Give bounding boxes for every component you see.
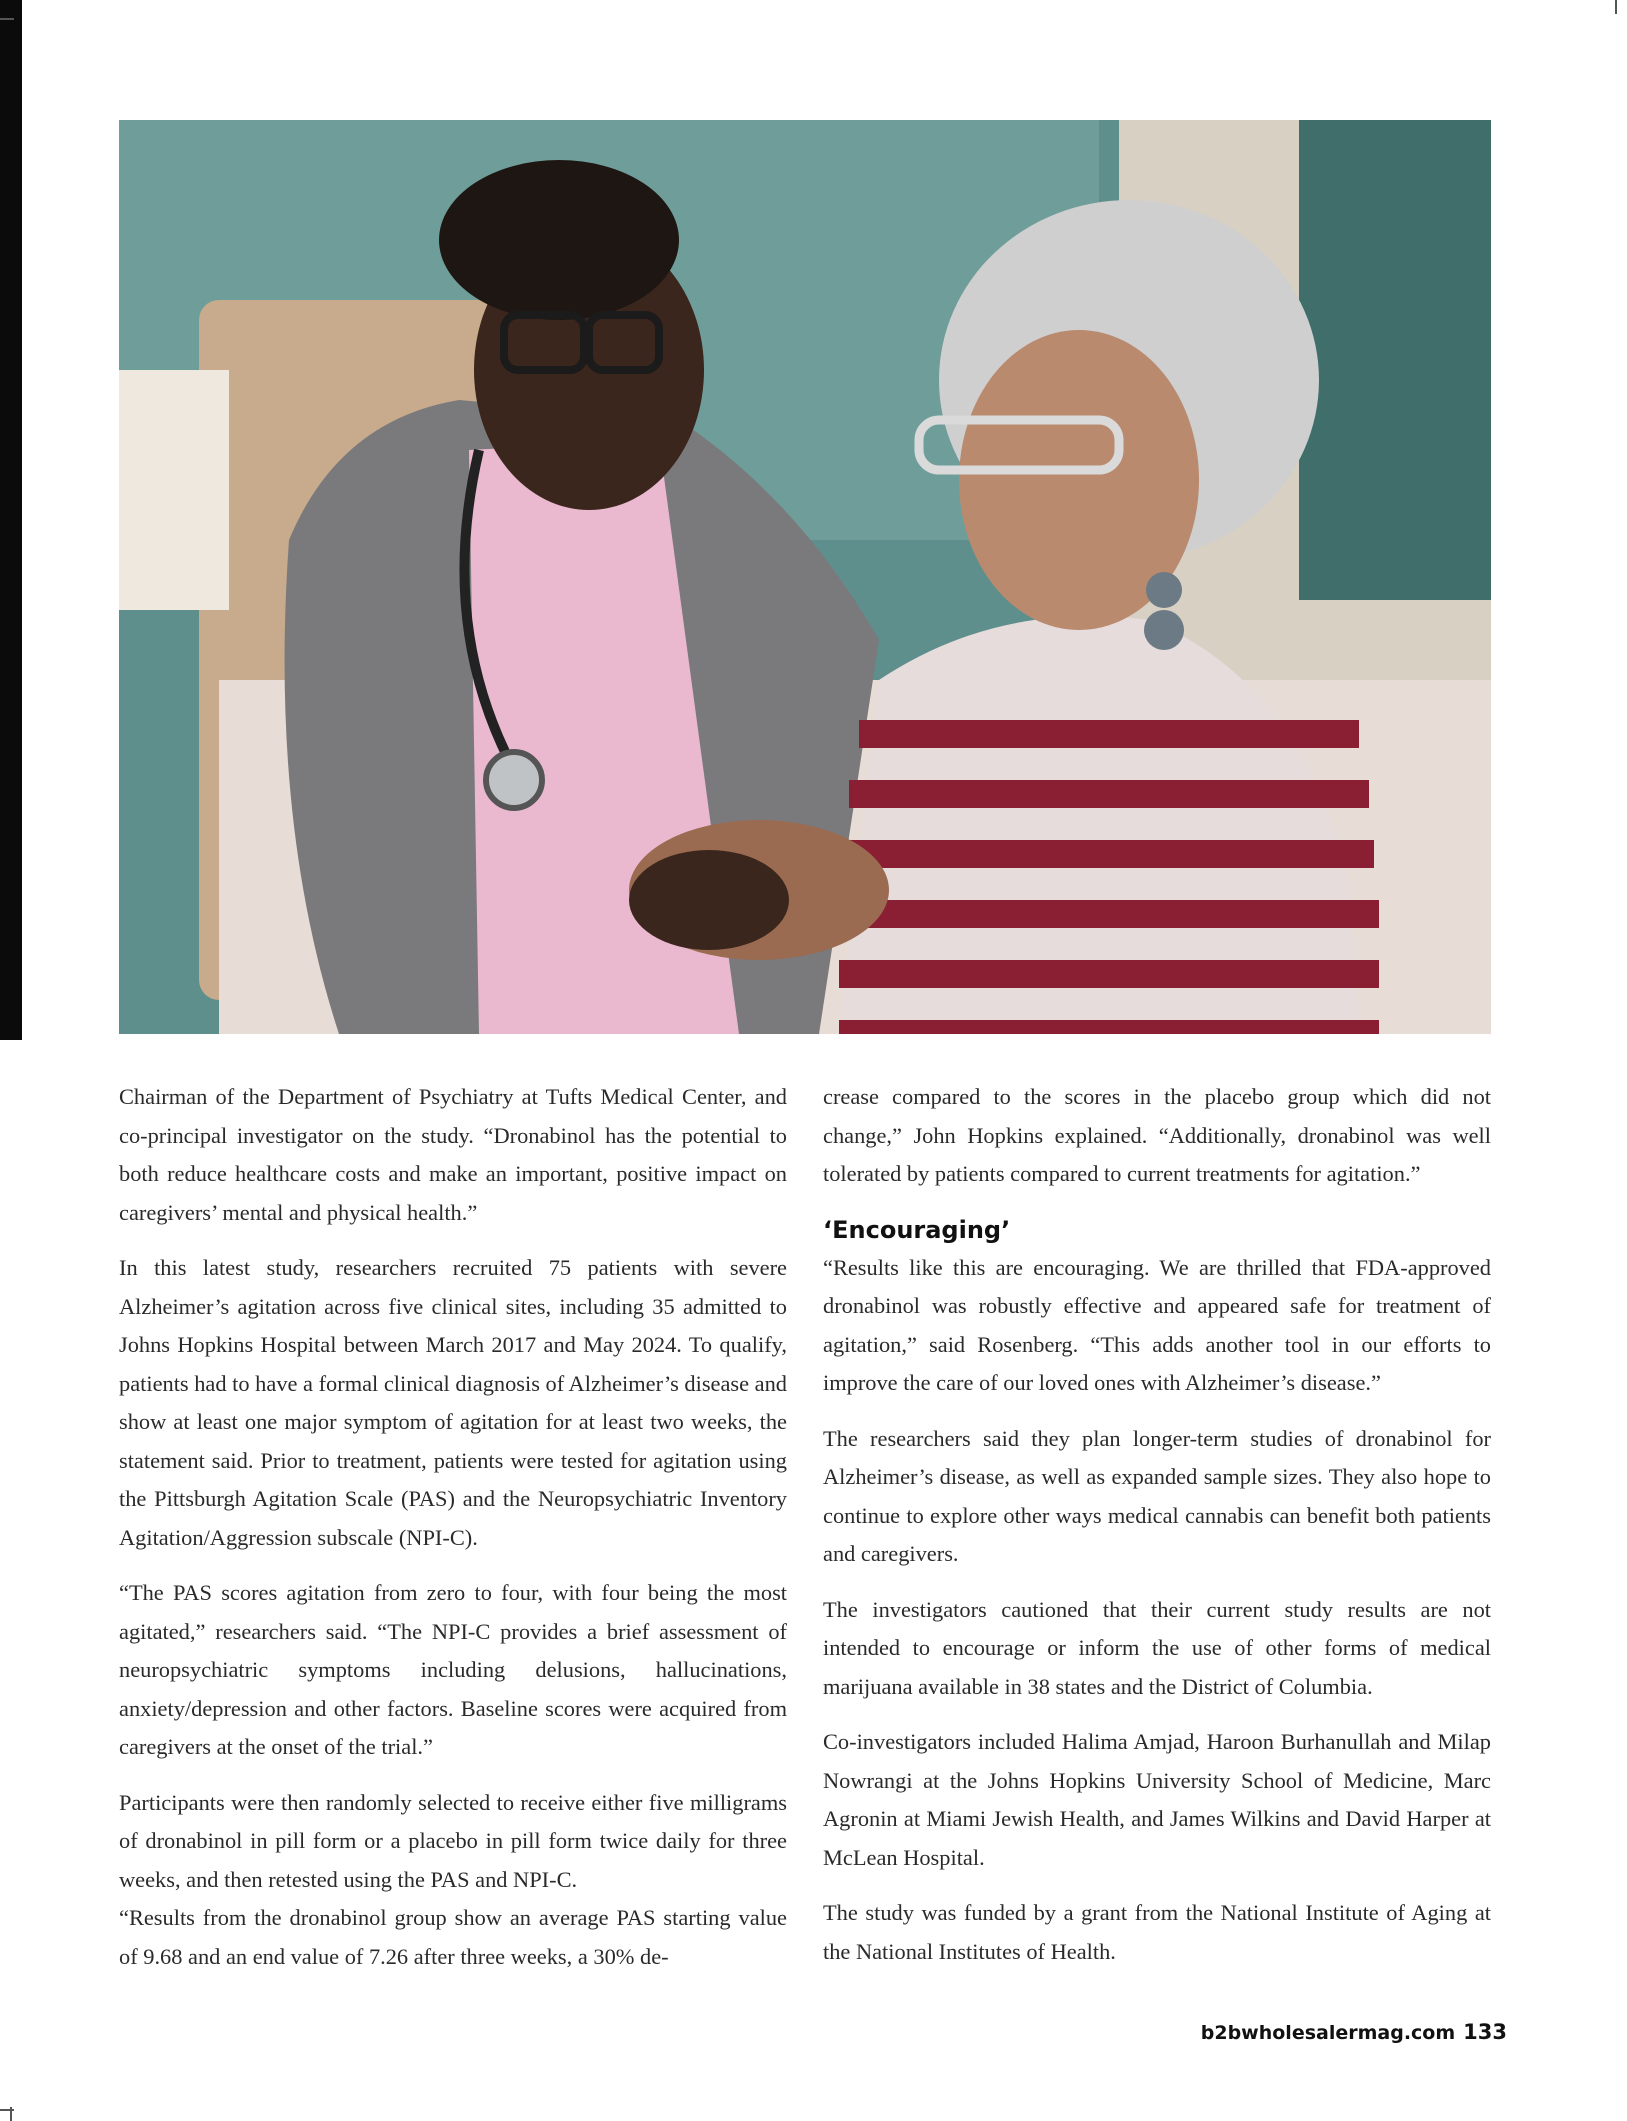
page-footer: [1201, 2020, 1507, 2044]
body-paragraph: In this latest study, researchers recruited 75 patients with severe Alzheimer’s agitation across five clinical sites, including 35 admitted to Johns Hopkins Hospital between March 2017 and May 2024. To qualify, patients had to have a formal clinical diagnosis of Alzheimer’s disease and show at least one major symptom of agitation for at least two weeks, the statement said. Prior to treatment, patients were tested for agitation using the Pittsburgh Agitation Scale (PAS) and the Neuropsychiatric Inventory Agitation/Aggression subscale (NPI-C).: [119, 1255, 787, 1550]
body-paragraph: “Results from the dronabinol group show an average PAS starting value of 9.68 and an end value of 7.26 after three weeks, a 30% de-: [119, 1905, 787, 1969]
crop-mark: [10, 2107, 12, 2121]
body-paragraph: The study was funded by a grant from the National Institute of Aging at the National Institutes of Health.: [823, 1900, 1491, 1964]
body-paragraph: Participants were then randomly selected to receive either five milligrams of dronabinol in pill form or a placebo in pill form twice daily for three weeks, and then retested using the PAS and NPI-C.: [119, 1789, 787, 1892]
footer-site: b2bwholesalermag.com: [1200, 2022, 1456, 2044]
body-paragraph: Co-investigators included Halima Amjad, Haroon Burhanullah and Milap Nowrangi at the Johns Hopkins University School of Medicine, Marc Agronin at Miami Jewish Health, and James Wilkins and David Harper at McLean Hospital.: [823, 1729, 1491, 1870]
body-paragraph: The researchers said they plan longer-term studies of dronabinol for Alzheimer’s disease, as well as expanded sample sizes. They also hope to continue to explore other ways medical cannabis can benefit both patients and caregivers.: [823, 1425, 1491, 1566]
article-column-right: [823, 1078, 1491, 1988]
crop-mark: [1615, 0, 1617, 14]
body-paragraph: “The PAS scores agitation from zero to four, with four being the most agitated,” researchers said. “The NPI-C provides a brief assessment of neuropsychiatric symptoms including delusions, hallucinations, anxiety/depression and other factors. Baseline scores were acquired from caregivers at the onset of the trial.”: [119, 1580, 787, 1759]
body-paragraph: Chairman of the Department of Psychiatry at Tufts Medical Center, and co-principal investigator on the study. “Dronabinol has the potential to both reduce healthcare costs and make an important, positive impact on caregivers’ mental and physical health.”: [119, 1084, 787, 1225]
article-photo: [119, 120, 1491, 1034]
caregiver-patient-illustration: [119, 120, 1491, 1034]
page-bleed-bar: [0, 0, 22, 1040]
body-paragraph-continuation: crease compared to the scores in the placebo group which did not change,” John Hopkins explained. “Additionally, dronabinol was well tolerated by patients compared to current treatments for agitation.”: [823, 1084, 1491, 1186]
page-number: 133: [1463, 2020, 1507, 2044]
crop-mark: [0, 18, 14, 20]
body-paragraph: The investigators cautioned that their current study results are not intended to encourage or inform the use of other forms of medical marijuana available in 38 states and the District of Columbia.: [823, 1596, 1491, 1699]
body-paragraph: “Results like this are encouraging. We are thrilled that FDA-approved dronabinol was robustly effective and appeared safe for treatment of agitation,” said Rosenberg. “This adds another tool in our efforts to improve the care of our loved ones with Alzheimer’s disease.”: [823, 1254, 1491, 1395]
section-subhead: ‘Encouraging’: [823, 1215, 1011, 1244]
article-column-left: [119, 1078, 787, 1976]
